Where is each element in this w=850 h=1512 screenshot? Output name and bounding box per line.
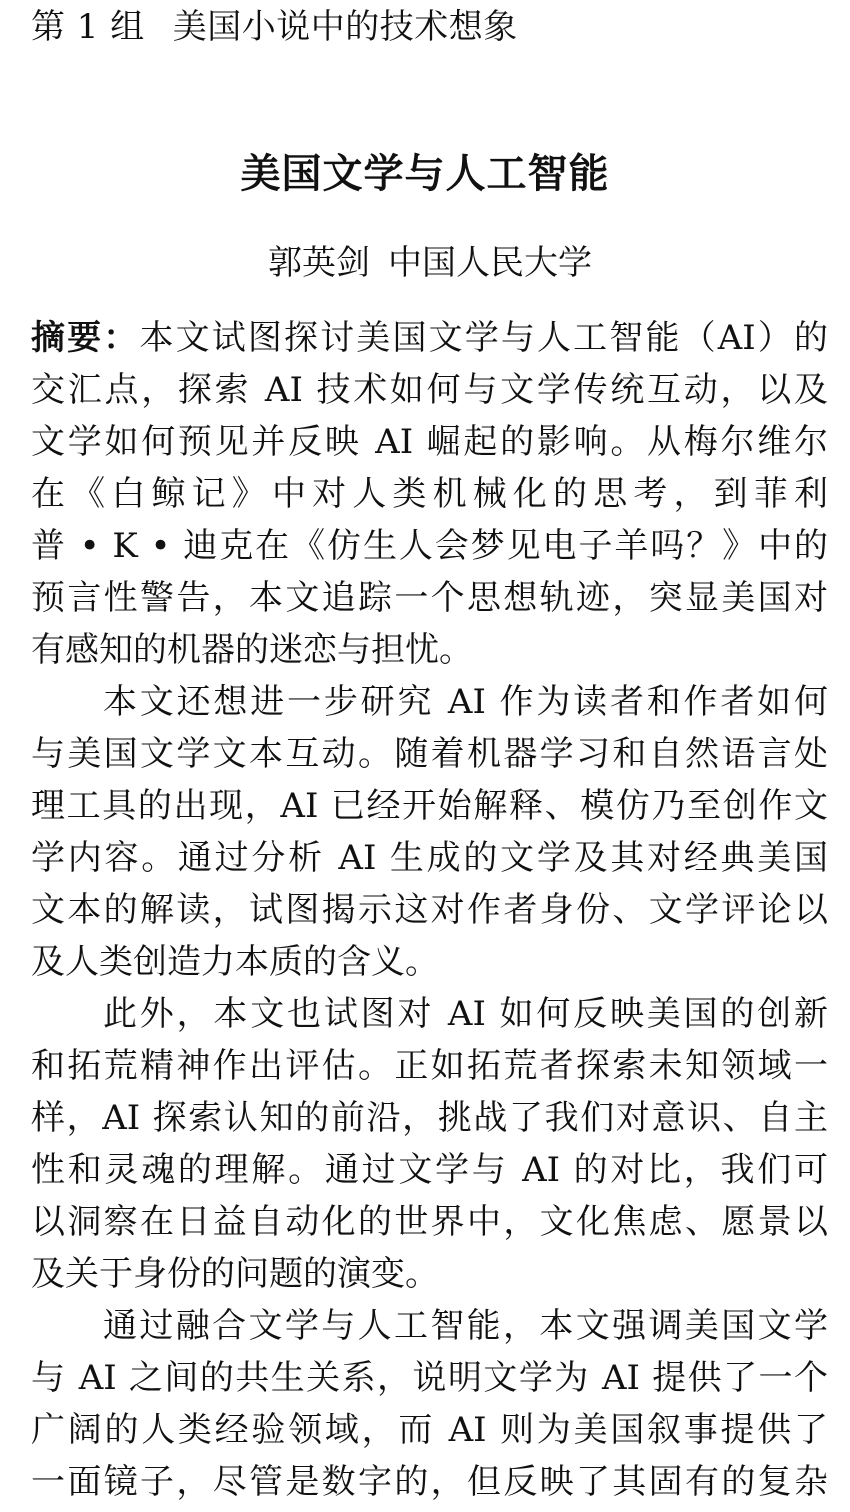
paragraph-line: 学内容。通过分析 AI 生成的文学及其对经典美国: [31, 838, 828, 878]
group-number: 第 1 组: [31, 7, 145, 47]
paragraph-line: 文本的解读，试图揭示这对作者身份、文学评论以: [31, 890, 828, 930]
paragraph-line: 和拓荒精神作出评估。正如拓荒者探索未知领域一: [31, 1046, 828, 1086]
abstract-body: [31, 312, 828, 1508]
paragraph-line: 及关于身份的问题的演变。: [31, 1254, 439, 1294]
section-title: 美国小说中的技术想象: [172, 7, 518, 47]
paragraph-line: 一面镜子，尽管是数字的，但反映了其固有的复杂: [31, 1462, 828, 1502]
paragraph-first-line: 本文还想进一步研究 AI 作为读者和作者如何: [103, 682, 828, 722]
paragraph-line: 及人类创造力本质的含义。: [31, 942, 439, 982]
paragraph-line: 文学如何预见并反映 AI 崛起的影响。从梅尔维尔: [31, 422, 828, 462]
paragraph-line: 普 • K • 迪克在《仿生人会梦见电子羊吗？》中的: [31, 526, 828, 566]
paragraph-line: 广阔的人类经验领域，而 AI 则为美国叙事提供了: [31, 1410, 828, 1450]
running-header: [31, 4, 518, 50]
paragraph-line: 预言性警告，本文追踪一个思想轨迹，突显美国对: [31, 578, 828, 618]
author-name: 郭英剑: [268, 243, 370, 283]
paragraph-line: 样，AI 探索认知的前沿，挑战了我们对意识、自主: [31, 1098, 828, 1138]
paragraph-line: 与 AI 之间的共生关系，说明文学为 AI 提供了一个: [31, 1358, 828, 1398]
paragraph-first-line: 通过融合文学与人工智能，本文强调美国文学: [103, 1306, 828, 1346]
abstract-label: 摘要：: [31, 318, 140, 358]
article-title: 美国文学与人工智能: [240, 151, 610, 197]
paragraph-line: 交汇点，探索 AI 技术如何与文学传统互动，以及: [31, 370, 828, 410]
paragraph-line: 与美国文学文本互动。随着机器学习和自然语言处: [31, 734, 828, 774]
paragraph-line: 摘要：本文试图探讨美国文学与人工智能（AI）的: [31, 318, 828, 358]
paragraph-line: 有感知的机器的迷恋与担忧。: [31, 630, 473, 670]
paragraph-line: 在《白鲸记》中对人类机械化的思考，到菲利: [31, 474, 828, 514]
paragraph-line: 以洞察在日益自动化的世界中，文化焦虑、愿景以: [31, 1202, 828, 1242]
paragraph-line: 性和灵魂的理解。通过文学与 AI 的对比，我们可: [31, 1150, 828, 1190]
author-affiliation: 中国人民大学: [388, 243, 592, 283]
author-line: [0, 240, 850, 286]
paragraph-first-line: 此外，本文也试图对 AI 如何反映美国的创新: [103, 994, 828, 1034]
paragraph-line: 理工具的出现，AI 已经开始解释、模仿乃至创作文: [31, 786, 828, 826]
